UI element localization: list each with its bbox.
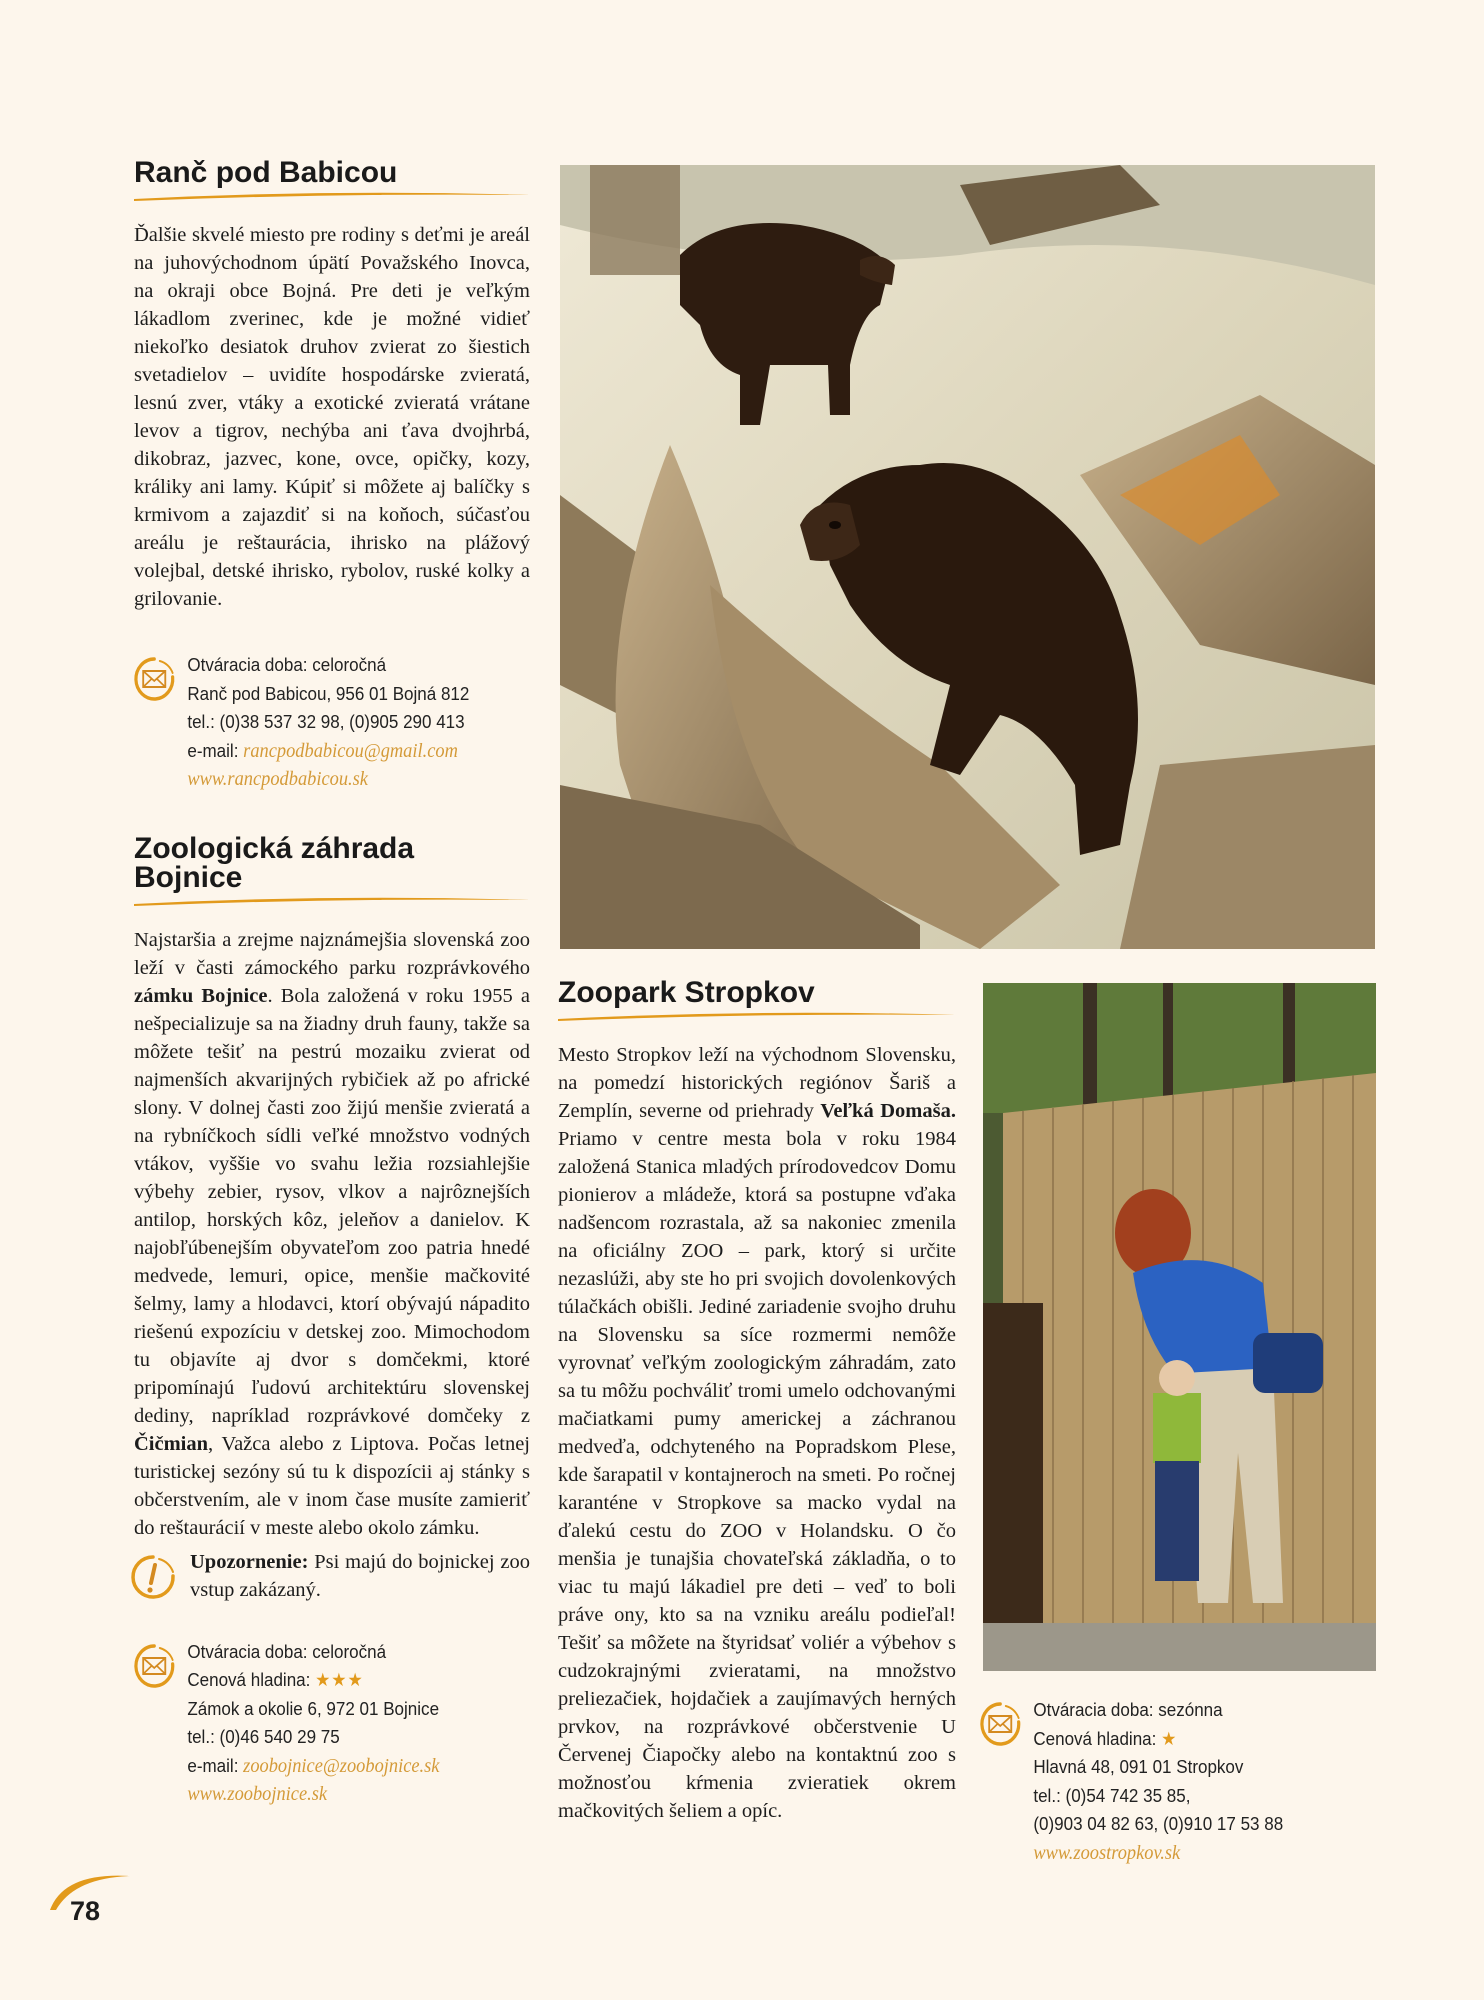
stropkov-text-a: Mesto Stropkov leží na východnom Slovensku, na pomedzí historických regiónov Šariš a Zemplín, severne od priehrady: [558, 1044, 956, 1122]
bear-photo-illustration: [560, 165, 1375, 949]
warning-label: Upozornenie:: [190, 1550, 309, 1573]
stropkov-address: Hlavná 48, 091 01 Stropkov: [1033, 1756, 1244, 1777]
bojnice-tel: tel.: (0)46 540 29 75: [187, 1726, 340, 1747]
stropkov-title: Zoopark Stropkov: [558, 976, 815, 1009]
bojnice-info: [134, 1638, 498, 1809]
exclamation-icon: [128, 1552, 178, 1602]
bojnice-title: [134, 831, 530, 894]
bear-photo: [560, 165, 1375, 949]
ranc-title: Ranč pod Babicou: [134, 156, 398, 189]
middle-column: [558, 978, 956, 1825]
stropkov-info: [980, 1696, 1283, 1867]
stropkov-photo-illustration: [983, 983, 1376, 1671]
ranc-text: Ďalšie skvelé miesto pre rodiny s deťmi je areál na juhovýchodnom úpätí Považského Inovca, na okraji obce Bojná. Pre deti je veľkým lákadlom zverinec, kde je možné vidieť niekoľko desiatok druhov zvierat zo šiestich svetadielov – uvidíte hospodárske zvieratá, lesnú zver, vtáky a exotické zvieratá vrátane levov a tigrov, nechýba ani ťava dvojhrbá, dikobraz, jazvec, kone, ovce, opičky, kozy, králiky ani lamy. Kúpiť si môžete aj balíčky s krmivom a zajazdiť si na koňoch, súčasťou areálu je reštaurácia, ihrisko na plážový volejbal, detské ihrisko, rybolov, ruské kolky a grilovanie.: [134, 224, 530, 610]
warning-text: Psi majú do bojnickej zoo vstup zakázaný.: [190, 1550, 530, 1601]
ranc-tel: tel.: (0)38 537 32 98, (0)905 290 413: [187, 711, 465, 732]
heading-swoosh: [134, 894, 530, 908]
bojnice-text-a: Najstaršia a zrejme najznámejšia slovenská zoo leží v časti zámockého parku rozprávkového: [134, 928, 530, 979]
envelope-icon: [132, 655, 176, 703]
left-column: [134, 158, 530, 1809]
heading-swoosh: [558, 1009, 956, 1023]
bojnice-text-b: . Bola založená v roku 1955 a nešpecializuje sa na žiadny druh fauny, takže sa môžete tešiť na pestrú mozaiku zvierat od najmenších akvarijných rybičiek až po africké slony. V dolnej časti zoo žijú menšie zvieratá a na rybníčkoch sídli veľké množstvo vodných vtákov, vyššie vo svahu ležia rozsiahlejšie výbehy zebier, rysov, vlkov a najrôznejších antilop, horských kôz, jeleňov a danielov. K najobľúbenejším obyvateľom zoo patria hnedé medvede, lemuri, opice, menšie mačkovité šelmy, lamy a hlodavci, ktorí obývajú nápadito riešenú expozíciu v detskej zoo. Mimochodom tu objavíte aj dvor s domčekmi, ktoré pripomínajú ľudovú architektúru slovenskej dediny, napríklad rozprávkové domčeky z: [134, 984, 530, 1427]
ranc-address: Ranč pod Babicou, 956 01 Bojná 812: [187, 682, 470, 704]
bojnice-bold-a: zámku Bojnice: [134, 984, 268, 1007]
ranc-email-row: [187, 737, 498, 766]
stropkov-text-b: Priamo v centre mesta bola v roku 1984 založená Stanica mladých prírodovedcov Domu pionierov a mládeže, ktorá sa postupne vďaka nadšencom rozrastala, až sa nakoniec zmenila na oficiálny ZOO – park, ktorý si určite nezaslúži, aby ste ho pri svojich dovolenkových túlačkách obišli. Jediné zariadenie svojho druhu na Slovensku sa síce rozmermi nemôže vyrovnať veľkým zoologickým záhradám, zato sa tu môžu pochváliť tromi umelo odchovanými mačiatkami pumy americkej a záchranou medveďa, odchyteného na Popradskom Plese, kde šarapatil v kontajneroch na smeti. Po ročnej karanténe v Stropkove sa macko vydal na ďalekú cestu do ZOO v Holandsku. O čo menšia je tunajšia chovateľská základňa, o to viac tu majú lákadiel pre deti – veď to boli práve ony, kto sa na vzniku areálu podieľal! Tešiť sa môžete na štyridsať voliér a výbehov s cudzokrajnými zvieratami, na množstvo preliezačiek, hojdačiek a zaujímavých herných prvkov, na rozprávkové občerstvenie U Červenej Čiapočky alebo na kontaktnú zoo s možnosťou kŕmenia zvieratiek okrem mačkovitých šeliem a opíc.: [558, 1128, 956, 1822]
stropkov-price: [1033, 1725, 1283, 1754]
email-label: e-mail:: [187, 1754, 244, 1776]
ranc-info: [134, 651, 498, 794]
stropkov-tel1: tel.: (0)54 742 35 85,: [1033, 1784, 1191, 1806]
email-label: e-mail:: [187, 739, 244, 761]
ranc-email-link[interactable]: rancpodbabicou@gmail.com: [243, 739, 458, 762]
bojnice-price: [187, 1666, 498, 1695]
bojnice-email-row: [187, 1752, 498, 1781]
bojnice-email-link[interactable]: zoobojnice@zoobojnice.sk: [243, 1754, 440, 1777]
envelope-icon: [132, 1642, 176, 1690]
bojnice-bold-b: Čičmian: [134, 1432, 209, 1455]
price-label: Cenová hladina:: [187, 1669, 316, 1690]
heading-swoosh: [134, 189, 530, 203]
ranc-web-link[interactable]: www.rancpodbabicou.sk: [187, 768, 368, 790]
stropkov-photo: [983, 983, 1376, 1671]
star-icon: ★: [1161, 1727, 1178, 1749]
page-number: 78: [70, 1896, 101, 1926]
stropkov-web-link[interactable]: www.zoostropkov.sk: [1033, 1841, 1181, 1864]
bojnice-hours: Otváracia doba: celoročná: [187, 1640, 387, 1662]
bojnice-address: Zámok a okolie 6, 972 01 Bojnice: [187, 1697, 440, 1719]
stropkov-tel2: (0)903 04 82 63, (0)910 17 53 88: [1033, 1813, 1284, 1834]
stropkov-bold-a: Veľká Domaša.: [820, 1100, 956, 1122]
ranc-hours: Otváracia doba: celoročná: [187, 654, 387, 675]
stropkov-text: [558, 1041, 956, 1825]
bojnice-warning: [134, 1548, 530, 1604]
star-icon: ★★★: [315, 1669, 364, 1690]
bojnice-title-line2: Bojnice: [134, 860, 243, 894]
bojnice-title-line1: Zoologická záhrada: [134, 831, 415, 865]
bojnice-text: [134, 926, 530, 1542]
price-label: Cenová hladina:: [1033, 1727, 1162, 1749]
bojnice-web-link[interactable]: www.zoobojnice.sk: [187, 1783, 328, 1805]
stropkov-hours: Otváracia doba: sezónna: [1033, 1699, 1223, 1720]
bojnice-text-c: , Važca alebo z Liptova. Počas letnej turistickej sezóny sú tu k dispozícii aj stánky s občerstvením, ale v inom čase musíte zamieriť do reštaurácií v meste alebo okolo zámku.: [134, 1432, 530, 1539]
envelope-icon: [978, 1700, 1022, 1748]
